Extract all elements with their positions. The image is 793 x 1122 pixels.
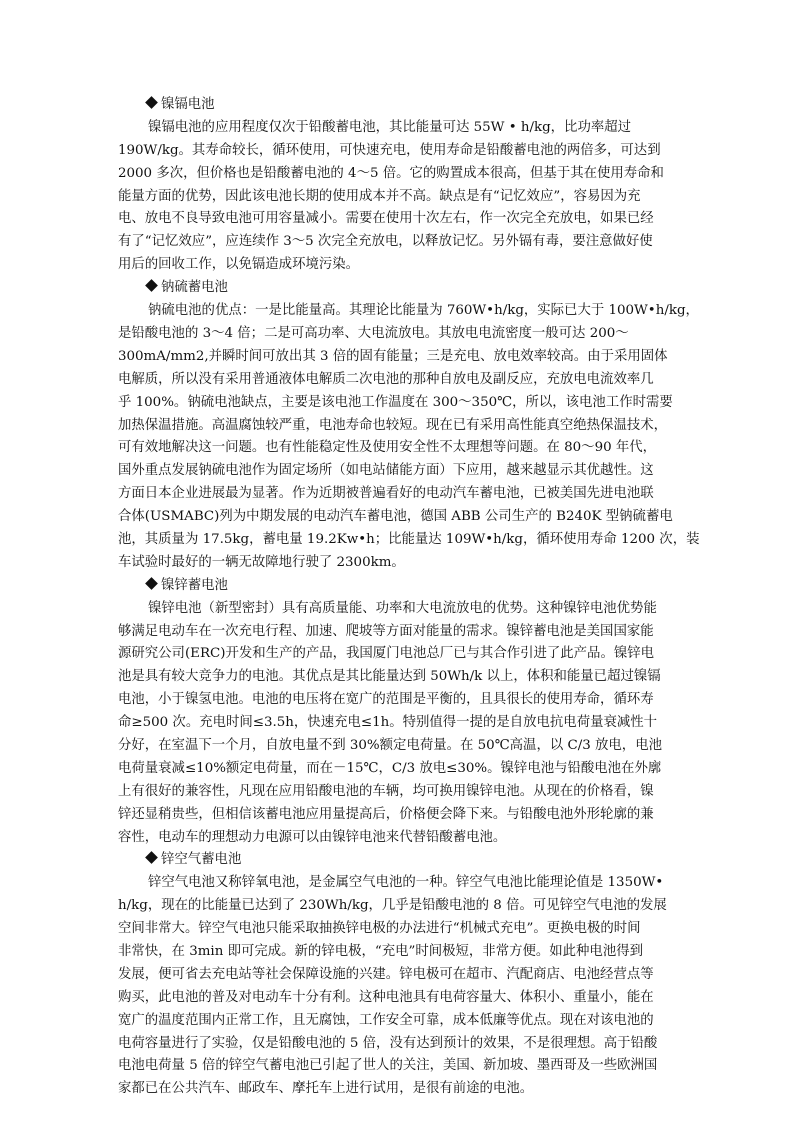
paragraph-line: 上有很好的兼容性，凡现在应用铅酸电池的车辆，均可换用镍锌电池。从现在的价格看，镍 [118,783,654,799]
paragraph-line: h/kg，现在的比能量已达到了 230Wh/kg，几乎是铅酸电池的 8 倍。可见锌空气电池的发展 [118,898,667,914]
section-paragraph [118,300,700,575]
paragraph-line: 池是具有较大竞争力的电池。其优点是其比能量达到 50Wh/k 以上，体积和能量已超过镍镉 [118,669,661,685]
section-heading [118,277,683,300]
paragraph-line: 池，其质量为 17.5kg，蓄电量 19.2Kw•h；比能量达 109W•h/kg，循环使用寿命 1200 次，装 [118,531,700,547]
section-paragraph [118,598,683,850]
paragraph-line: 可有效地解决这一问题。也有性能稳定性及使用安全性不太理想等问题。在 80～90 年代， [118,440,657,456]
paragraph-line: 能量方面的优势，因此该电池长期的使用成本并不高。缺点是有“记忆效应”，容易因为充 [118,188,641,204]
paragraph-line: 家都已在公共汽车、邮政车、摩托车上进行试用，是很有前途的电池。 [118,1081,534,1097]
paragraph-line: 车试验时最好的一辆无故障地行驶了 2300km。 [118,554,405,570]
diamond-bullet-icon [145,96,158,109]
paragraph-line: 是铅酸电池的 3～4 倍；二是可高功率、大电流放电。其放电电流密度一般可达 200～ [118,325,629,341]
section-heading-text: 镍镉电池 [161,97,215,112]
diamond-bullet-icon [145,577,158,590]
paragraph-line: 够满足电动车在一次充电行程、加速、爬坡等方面对能量的需求。镍锌蓄电池是美国国家能 [118,623,654,639]
paragraph-line: 镍镉电池的应用程度仅次于铅酸蓄电池，其比能量可达 55W • h/kg，比功率超过 [148,119,632,135]
paragraph-line: 宽广的温度范围内正常工作，且无腐蚀，工作安全可靠，成本低廉等优点。现在对该电池的 [118,1012,654,1028]
paragraph-line: 有了“记忆效应”，应连续作 3～5 次完全充放电，以释放记忆。另外镉有毒，要注意做好使 [118,234,653,250]
paragraph-line: 电池，小于镍氢电池。电池的电压将在宽广的范围是平衡的，且具很长的使用寿命，循环寿 [118,692,654,708]
paragraph-line: 发展，便可省去充电站等社会保障设施的兴建。锌电极可在超市、汽配商店、电池经营点等 [118,966,654,982]
paragraph-line: 方面日本企业进展最为显著。作为近期被普遍看好的电动汽车蓄电池，已被美国先进电池联 [118,486,654,502]
section-paragraph [118,117,683,277]
paragraph-line: 源研究公司(ERC)开发和生产的产品，我国厦门电池总厂已与其合作引进了此产品。镍锌电 [118,646,655,662]
paragraph-line: 加热保温措施。高温腐蚀较严重，电池寿命也较短。现在已有采用高性能真空绝热保温技术， [118,417,668,433]
diamond-bullet-icon [145,852,158,865]
section-heading [118,94,683,117]
paragraph-line: 命≥500 次。充电时间≤3.5h，快速充电≤1h。特别值得一提的是自放电抗电荷量衰减性十 [118,715,658,731]
paragraph-line: 分好，在室温下一个月，自放电量不到 30%额定电荷量。在 50℃高温，以 C/3 放电，电池 [118,737,662,753]
paragraph-line: 电解质，所以没有采用普通液体电解质二次电池的那种自放电及副反应，充放电电流效率几 [118,371,654,387]
paragraph-line: 电、放电不良导致电池可用容量减小。需要在使用十次左右，作一次完全充放电，如果已经 [118,211,654,227]
paragraph-line: 电池电荷量 5 倍的锌空气蓄电池已引起了世人的关注，美国、新加坡、墨西哥及一些欧洲国 [118,1058,658,1074]
section-heading-text: 锌空气蓄电池 [161,852,242,868]
diamond-bullet-icon [145,279,158,292]
paragraph-line: 空间非常大。锌空气电池只能采取抽换锌电极的办法进行“机械式充电”。更换电极的时间 [118,921,641,937]
paragraph-line: 锌还显稍贵些，但相信该蓄电池应用量提高后，价格便会降下来。与铅酸电池外形轮廓的兼 [118,806,654,822]
section-paragraph [118,872,683,1101]
section-heading [118,575,683,598]
paragraph-line: 锌空气电池又称锌氧电池，是金属空气电池的一种。锌空气电池比能理论值是 1350W• [148,875,664,891]
paragraph-line: 电荷量衰减≤10%额定电荷量，而在－15℃，C/3 放电≤30%。镍锌电池与铅酸电池在外廓 [118,760,662,776]
paragraph-line: 190W/kg。其寿命较长，循环使用，可快速充电，使用寿命是铅酸蓄电池的两倍多，可达到 [118,142,661,158]
section-heading [118,849,683,872]
paragraph-line: 非常快，在 3min 即可完成。新的锌电极，“充电”时间极短，非常方便。如此种电池得到 [118,944,643,960]
paragraph-line: 乎 100%。钠硫电池缺点，主要是该电池工作温度在 300～350℃，所以，该电池工作时需要 [118,394,673,410]
paragraph-line: 国外重点发展钠硫电池作为固定场所（如电站储能方面）下应用，越来越显示其优越性。这 [118,463,654,479]
paragraph-line: 购买，此电池的普及对电动车十分有利。这种电池具有电荷容量大、体积小、重量小，能在 [118,989,654,1005]
paragraph-line: 镍锌电池（新型密封）具有高质量能、功率和大电流放电的优势。这种镍锌电池优势能 [148,600,657,616]
paragraph-line: 容性，电动车的理想动力电源可以由镍锌电池来代替铅酸蓄电池。 [118,829,507,845]
paragraph-line: 2000 多次，但价格也是铅酸蓄电池的 4～5 倍。它的购置成本很高，但基于其在使用寿命和 [118,165,664,181]
paragraph-line: 电荷容量进行了实验，仅是铅酸电池的 5 倍，没有达到预计的效果，不是很理想。高于铅酸 [118,1035,658,1051]
section-heading-text: 镍锌蓄电池 [161,577,228,593]
paragraph-line: 合体(USMABC)列为中期发展的电动汽车蓄电池，德国 ABB 公司生产的 B240K 型钠硫蓄电 [118,509,673,525]
paragraph-line: 300mA/mm2,并瞬时间可放出其 3 倍的固有能量；三是充电、放电效率较高。由于采用固体 [118,348,668,364]
paragraph-line: 钠硫电池的优点：一是比能量高。其理论比能量为 760W•h/kg，实际已大于 100W•h/kg， [148,303,699,319]
section-heading-text: 钠硫蓄电池 [161,280,228,296]
document-body [118,94,700,1101]
paragraph-line: 用后的回收工作，以免镉造成环境污染。 [118,257,360,273]
